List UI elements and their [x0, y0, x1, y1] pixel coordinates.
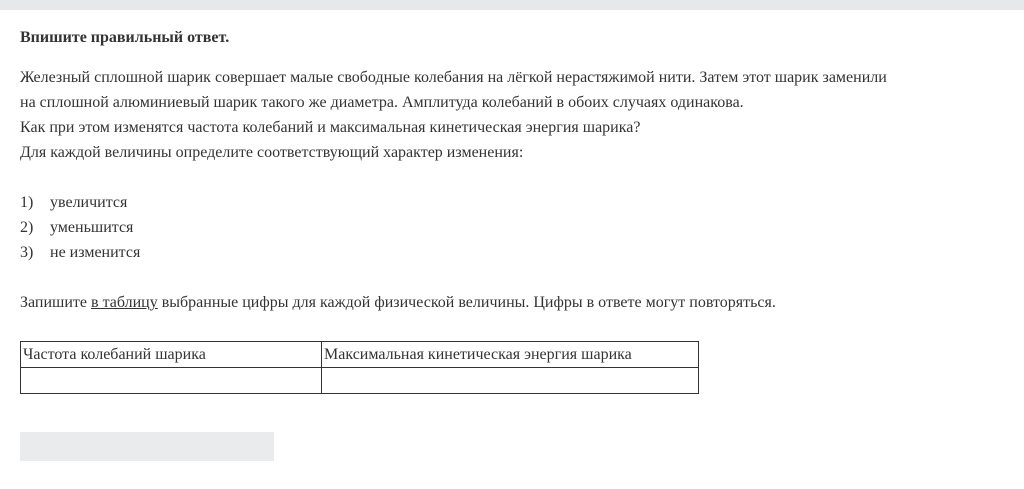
- option-text: уменьшится: [50, 219, 134, 236]
- answer-table: [20, 341, 699, 394]
- answer-cell-kinetic-energy: [322, 368, 699, 394]
- write-suffix: выбранные цифры для каждой физической величины. Цифры в ответе могут повторяться.: [157, 294, 776, 311]
- option-number: 1): [20, 194, 34, 211]
- submit-button[interactable]: [20, 432, 274, 461]
- option-item: [20, 215, 140, 240]
- table-link[interactable]: в таблицу: [91, 294, 158, 311]
- task-text-line: Как при этом изменятся частота колебаний и максимальная кинетическая энергия шарика?: [20, 119, 641, 136]
- answer-cell-frequency: [21, 368, 322, 394]
- option-text: увеличится: [50, 194, 128, 211]
- header-frequency: Частота колебаний шарика: [21, 342, 322, 368]
- write-instruction: [20, 290, 1010, 315]
- header-kinetic-energy: Максимальная кинетическая энергия шарика: [322, 342, 699, 368]
- write-prefix: Запишите: [20, 294, 92, 311]
- option-number: 3): [20, 244, 34, 261]
- top-bar: [0, 0, 1024, 10]
- task-text-line: Для каждой величины определите соответствующий характер изменения:: [20, 144, 524, 161]
- answer-input-frequency[interactable]: [23, 370, 319, 392]
- task-text: [20, 65, 1010, 165]
- options-list: [20, 190, 140, 265]
- option-text: не изменится: [50, 244, 141, 261]
- task-text-line: на сплошной алюминиевый шарик такого же диаметра. Амплитуда колебаний в обоих случаях одинакова.: [20, 94, 744, 111]
- option-number: 2): [20, 219, 34, 236]
- task-text-line: Железный сплошной шарик совершает малые свободные колебания на лёгкой нерастяжимой нити. Затем этот шарик заменили: [20, 69, 887, 86]
- option-item: [20, 190, 140, 215]
- task-instruction: Впишите правильный ответ.: [20, 29, 230, 46]
- answer-input-kinetic-energy[interactable]: [324, 370, 696, 392]
- answer-table-header-row: [21, 342, 699, 368]
- answer-table-input-row: [21, 368, 699, 394]
- option-item: [20, 240, 140, 265]
